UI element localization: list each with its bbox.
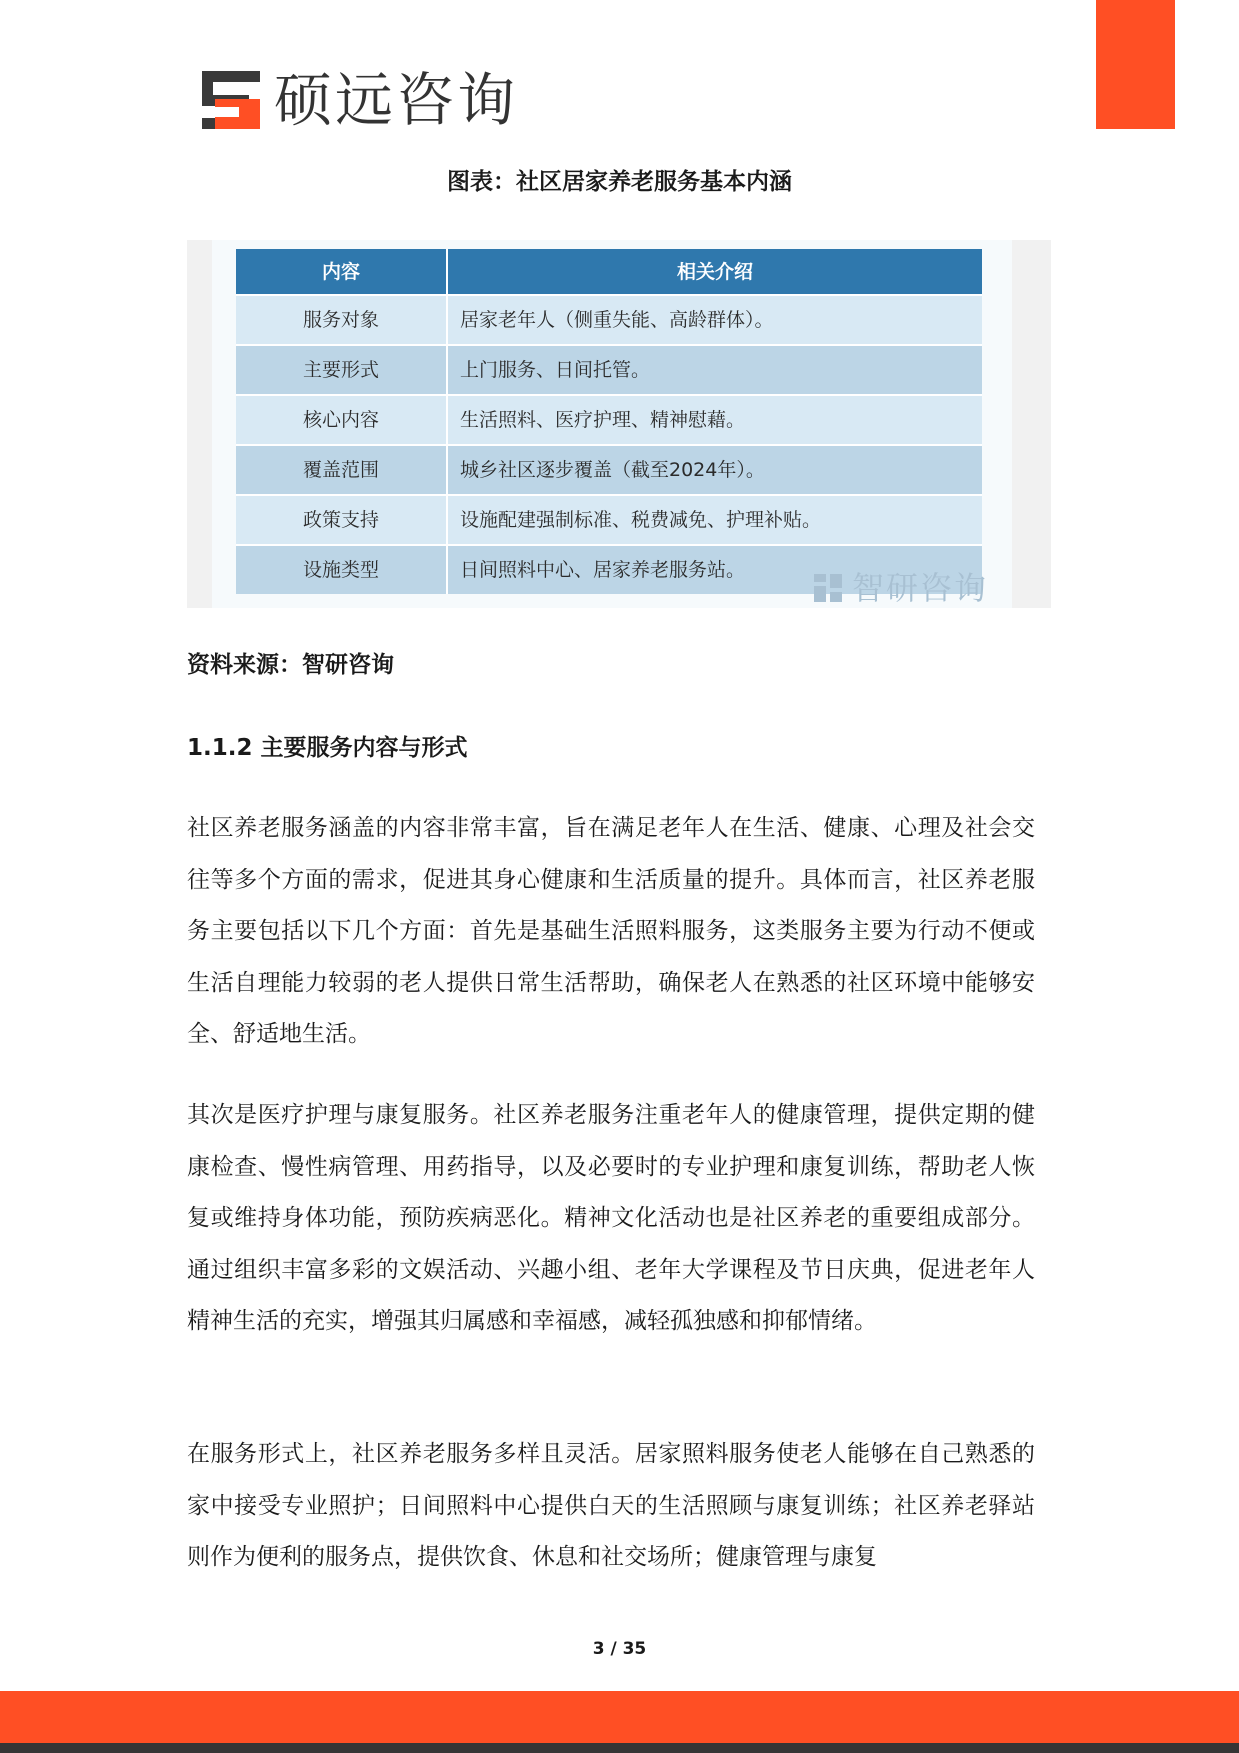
table-cell-desc: 生活照料、医疗护理、精神慰藉。 (447, 395, 982, 445)
table-cell-item: 设施类型 (236, 545, 447, 594)
figure-source: 资料来源：智研咨询 (187, 652, 394, 678)
table-cell-item: 主要形式 (236, 345, 447, 395)
watermark-logo-icon (812, 572, 844, 604)
table-header-row (236, 249, 982, 295)
table-header-cell: 相关介绍 (447, 249, 982, 295)
section-heading: 1.1.2 主要服务内容与形式 (187, 735, 468, 761)
table-cell-desc: 上门服务、日间托管。 (447, 345, 982, 395)
body-paragraph: 其次是医疗护理与康复服务。社区养老服务注重老年人的健康管理，提供定期的健康检查、慢性病管理、用药指导，以及必要时的专业护理和康复训练，帮助老人恢复或维持身体功能，预防疾病恶化。精神文化活动也是社区养老的重要组成部分。通过组织丰富多彩的文娱活动、兴趣小组、老年大学课程及节日庆典，促进老年人精神生活的充实，增强其归属感和幸福感，减轻孤独感和抑郁情绪。 (187, 1102, 1035, 1334)
table-cell-desc: 设施配建强制标准、税费减免、护理补贴。 (447, 495, 982, 545)
brand-name: 硕远咨询 (274, 66, 519, 134)
table-cell-item: 覆盖范围 (236, 445, 447, 495)
watermark (812, 570, 988, 606)
table-row (236, 445, 982, 495)
table-row (236, 495, 982, 545)
table-cell-desc: 居家老年人（侧重失能、高龄群体）。 (447, 295, 982, 345)
table-header-cell: 内容 (236, 249, 447, 295)
table-row (236, 295, 982, 345)
figure-panel (212, 240, 1012, 608)
table-cell-item: 政策支持 (236, 495, 447, 545)
body-paragraph: 在服务形式上，社区养老服务多样且灵活。居家照料服务使老人能够在自己熟悉的家中接受专业照护；日间照料中心提供白天的生活照顾与康复训练；社区养老驿站则作为便利的服务点，提供饮食、休息和社交场所；健康管理与康复 (187, 1441, 1035, 1570)
table-cell-desc: 城乡社区逐步覆盖（截至2024年）。 (447, 445, 982, 495)
footer-accent-bar (0, 1691, 1239, 1743)
corner-accent-tab (1096, 0, 1175, 129)
table-cell-item: 服务对象 (236, 295, 447, 345)
footer-dark-strip (0, 1743, 1239, 1753)
watermark-text: 智研咨询 (852, 569, 989, 607)
body-paragraph: 社区养老服务涵盖的内容非常丰富，旨在满足老年人在生活、健康、心理及社会交往等多个方面的需求，促进其身心健康和生活质量的提升。具体而言，社区养老服务主要包括以下几个方面：首先是基础生活照料服务，这类服务主要为行动不便或生活自理能力较弱的老人提供日常生活帮助，确保老人在熟悉的社区环境中能够安全、舒适地生活。 (187, 815, 1035, 1047)
page-number: 3 / 35 (592, 1639, 647, 1659)
table-row (236, 345, 982, 395)
brand-logo (202, 68, 518, 132)
table-row (236, 395, 982, 445)
figure-title: 图表：社区居家养老服务基本内涵 (447, 169, 792, 195)
figure-image (187, 240, 1051, 608)
brand-s-logo-icon (202, 71, 260, 129)
service-table (236, 249, 982, 594)
table-cell-desc: 日间照料中心、居家养老服务站。 (447, 545, 982, 594)
table-cell-item: 核心内容 (236, 395, 447, 445)
